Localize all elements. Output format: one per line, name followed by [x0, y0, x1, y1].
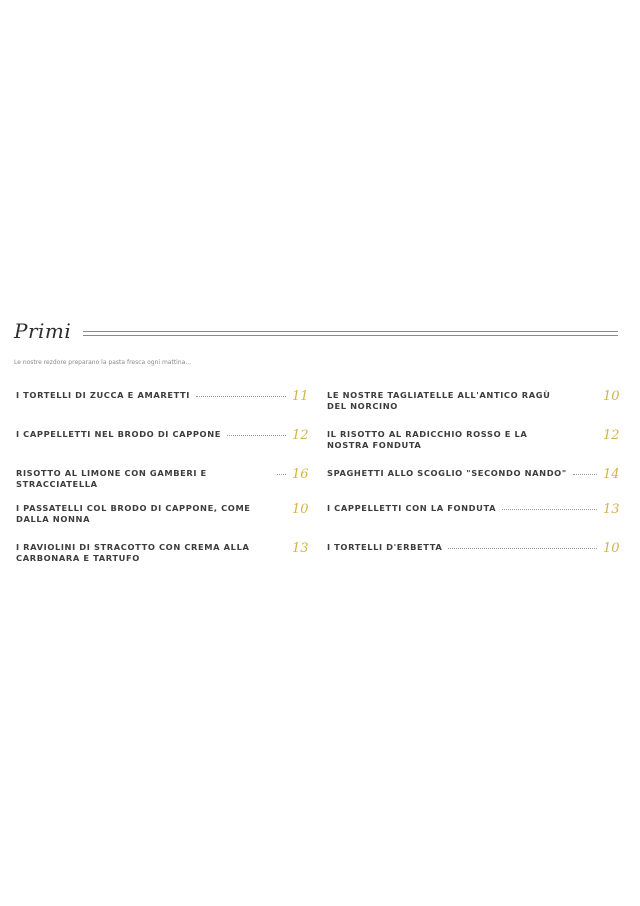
menu-item-price: 12 — [603, 428, 620, 443]
menu-item — [327, 428, 620, 451]
menu-item-price: 16 — [292, 467, 309, 482]
menu-item-name: IL RISOTTO AL RADICCHIO ROSSO E LA NOSTRA FONDUTA — [327, 429, 528, 450]
menu-item — [327, 502, 620, 517]
menu-item — [327, 389, 620, 412]
dotted-leader — [227, 435, 286, 436]
menu-item — [16, 467, 309, 490]
section-header — [14, 318, 618, 344]
menu-item-price: 10 — [603, 541, 620, 556]
menu-item-price: 13 — [292, 541, 309, 556]
menu-item-price: 13 — [603, 502, 620, 517]
menu-item — [327, 467, 620, 482]
section-subtitle: Le nostre rezdore preparano la pasta fresca ogni mattina... — [14, 359, 192, 366]
menu-item — [327, 541, 620, 556]
menu-item — [16, 389, 309, 404]
menu-item-name: I PASSATELLI COL BRODO DI CAPPONE, COME DALLA NONNA — [16, 503, 251, 524]
menu-item-price: 11 — [292, 389, 309, 404]
menu-item-name: SPAGHETTI ALLO SCOGLIO "SECONDO NANDO" — [327, 468, 567, 478]
menu-item-name: I TORTELLI D'ERBETTA — [327, 542, 443, 552]
dotted-leader — [196, 396, 286, 397]
title-divider — [83, 331, 618, 336]
menu-item-name: I TORTELLI DI ZUCCA E AMARETTI — [16, 390, 190, 400]
menu-item-price: 14 — [603, 467, 620, 482]
menu-item — [16, 502, 309, 525]
menu-item-price: 12 — [292, 428, 309, 443]
menu-item-name: RISOTTO AL LIMONE CON GAMBERI E STRACCIATELLA — [16, 468, 207, 489]
menu-item-price: 10 — [292, 502, 309, 517]
menu-item-name: LE NOSTRE TAGLIATELLE ALL'ANTICO RAGÙ DEL NORCINO — [327, 390, 551, 411]
menu-item-name: I CAPPELLETTI CON LA FONDUTA — [327, 503, 497, 513]
menu-item-price: 10 — [603, 389, 620, 404]
section-title: Primi — [14, 319, 72, 343]
dotted-leader — [573, 474, 597, 475]
menu-item — [16, 428, 309, 443]
dotted-leader — [277, 474, 286, 475]
menu-item-name: I CAPPELLETTI NEL BRODO DI CAPPONE — [16, 429, 222, 439]
menu-item-name: I RAVIOLINI DI STRACOTTO CON CREMA ALLA CARBONARA E TARTUFO — [16, 542, 250, 563]
primi-section — [14, 318, 620, 563]
dotted-leader — [448, 548, 597, 549]
dotted-leader — [502, 509, 597, 510]
menu-item — [16, 541, 309, 564]
